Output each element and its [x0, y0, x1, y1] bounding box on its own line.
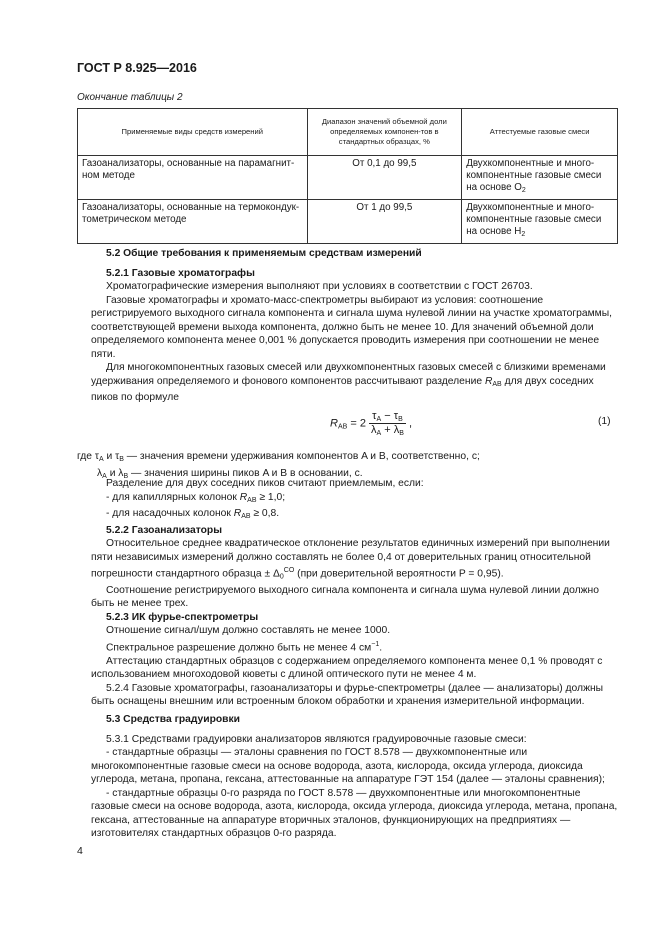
condition-value: ≥ 0,8. — [253, 508, 280, 519]
formula-1: $R_{AB} = 2$ $\frac{\tau_A - \tau_B}{\lambda_A + \lambda_B}$ , — [330, 410, 413, 437]
column-header: Аттестуемые газовые смеси — [462, 109, 618, 156]
condition-text: - для капиллярных колонок — [106, 491, 237, 503]
legend-tau: где $\tau_A$ и $\tau_B$ — значения времени удерживания компонентов A и B, соответственно, c; — [77, 451, 480, 463]
paragraph-text: для двух соседних пиков по формуле — [91, 375, 594, 403]
paragraph: Соотношение регистрируемого выходного сигнала компонента и сигнала шума нулевой линии должно быть не менее трех. — [91, 584, 599, 610]
subsection-title: 5.2.3 ИК фурье-спектрометры — [106, 611, 259, 623]
paragraph: Аттестацию стандартных образцов с содержанием определяемого компонента менее 0,1 % проводят с использованием многоходовой кюветы с длиной оптического пути не менее 4 м. — [91, 655, 603, 681]
table-caption: Окончание таблицы 2 — [77, 92, 183, 103]
subscript: 2 — [521, 231, 526, 238]
paragraph: Отношение сигнал/шум должно составлять не менее 1000. — [106, 625, 391, 637]
section-title: 5.3 Средства градуировки — [106, 714, 240, 725]
subsection-title: 5.2.1 Газовые хроматографы — [106, 267, 255, 279]
table-cell: От 0,1 до 99,5 — [307, 156, 462, 200]
document-header: ГОСТ Р 8.925—2016 — [77, 61, 197, 75]
paragraph: 5.2.4 Газовые хроматографы, газоанализаторы и фурье-спектрометры (далее — анализаторы) должны быть оснащены внешним или встроенным блоком обработки и хранения измерительной информации. — [91, 682, 604, 708]
paragraph: Газовые хроматографы и хромато-масс-спектрометры выбирают из условия: соотношение регистрируемого выходного сигнала компонента и сигнала шума нулевой линии на участке хроматограммы, соответствующей времени выхода компонента, должно быть не менее 10. Для значений объемной доли определяемого компонента менее 0,001 % допускается проводить измерения при соотношении не менее пяти. — [91, 294, 613, 360]
cell-text: Двухкомпонентные и много-компонентные газовые смеси на основе H — [466, 202, 602, 237]
table-cell: Газоанализаторы, основанные на термокондук-тометрическом методе — [78, 200, 308, 244]
table-cell — [462, 200, 618, 244]
legend-text: — значения ширины пиков A и B в основании, c. — [131, 467, 363, 479]
column-header: Диапазон значений объемной доли определяемых компонен-тов в стандартных образцах, % — [307, 109, 462, 156]
table-cell: Газоанализаторы, основанные на парамагнит-ном методе — [78, 156, 308, 200]
condition: - для насадочных колонок $R_{AB} \ge 0,8$. — [106, 508, 280, 520]
paragraph: Для многокомпонентных газовых смесей или двухкомпонентных газовых смесей с близкими временами удерживания определяемого и фонового компонентов рассчитывают разделение $R_{AB}$ для двух соседних пиков по формуле — [91, 362, 606, 403]
paragraph-text: Спектральное разрешение должно быть не менее 4 см — [106, 642, 372, 654]
condition: - для капиллярных колонок $R_{AB} \ge 1,0$; — [106, 491, 286, 504]
paragraph: 5.3.1 Средствами градуировки анализаторов являются градуировочные газовые смеси: — [106, 733, 527, 745]
subsection-title: 5.2.2 Газоанализаторы — [106, 524, 223, 536]
table-row — [78, 156, 618, 200]
formula-number: (1) — [598, 416, 611, 427]
table-header-row — [78, 109, 618, 156]
section-5-2 — [91, 247, 618, 405]
list-item: - стандартные образцы 0-го разряда по ГОСТ 8.578 — двухкомпонентные или многокомпонентные газовые смеси на основе водорода, азота, кислорода, оксида углерода, диоксида углерода, метана, пропана, гексана, аттестованные на аппаратуре вторичных эталонов, функционирующих на предприятиях — изготовителях стандартных образцов 0-го разряда. — [91, 787, 618, 839]
paragraph: Спектральное разрешение должно быть не менее 4 $см^{-1}$. — [106, 640, 383, 654]
paragraph-text: Относительное среднее квадратическое отклонение результатов единичных измерений при выполнении пяти независимых измерений должно составлять не более 0,4 от доверительных границ относительной погрешности стандартного образца ± Δ — [91, 538, 610, 580]
paragraph: Относительное среднее квадратическое отклонение результатов единичных измерений при выполнении пяти независимых измерений должно составлять не более 0,4 от доверительных границ относительной погрешности стандартного образца ± $\Delta_0^{CO}$ (при доверительной вероятности P = 0,95). — [91, 538, 610, 581]
list-item: - стандартные образцы — эталоны сравнения по ГОСТ 8.578 — двухкомпонентные или многокомпонентные газовые смеси на основе водорода, азота, кислорода, оксида углерода, диоксида углерода, метана, пропана, гексана, аттестованные на аппаратуре ГЭТ 154 (далее — эталоны сравнения); — [91, 747, 605, 785]
legend-lambda: $\lambda_A$ и $\lambda_B$ — значения ширины пиков A и B в основании, c. — [97, 467, 363, 480]
paragraph-text: (при доверительной вероятности P = 0,95). — [297, 568, 504, 580]
legend-text: — значения времени удерживания компонентов A и B, соответственно, c; — [126, 451, 480, 462]
paragraph-text: Для многокомпонентных газовых смесей или двухкомпонентных газовых смесей с близкими временами удерживания определяемого и фонового компонентов рассчитывают разделение — [91, 362, 606, 387]
condition-text: - для насадочных колонок — [106, 508, 231, 519]
paragraph: Разделение для двух соседних пиков считают приемлемым, если: — [106, 478, 424, 489]
data-table — [77, 108, 618, 244]
section-5-3 — [91, 713, 618, 841]
subscript: 2 — [521, 187, 526, 194]
table-cell — [462, 156, 618, 200]
table-cell: От 1 до 99,5 — [307, 200, 462, 244]
table-row — [78, 200, 618, 244]
section-title: 5.2 Общие требования к применяемым средствам измерений — [106, 248, 422, 259]
paragraph: Хроматографические измерения выполняют при условиях в соответствии с ГОСТ 26703. — [106, 281, 533, 292]
condition-value: ≥ 1,0; — [259, 491, 286, 503]
column-header: Применяемые виды средств измерений — [78, 109, 308, 156]
cell-text: Двухкомпонентные и много-компонентные газовые смеси на основе O — [466, 158, 602, 193]
page-number: 4 — [77, 845, 83, 857]
section-5-2-cont — [91, 477, 618, 709]
